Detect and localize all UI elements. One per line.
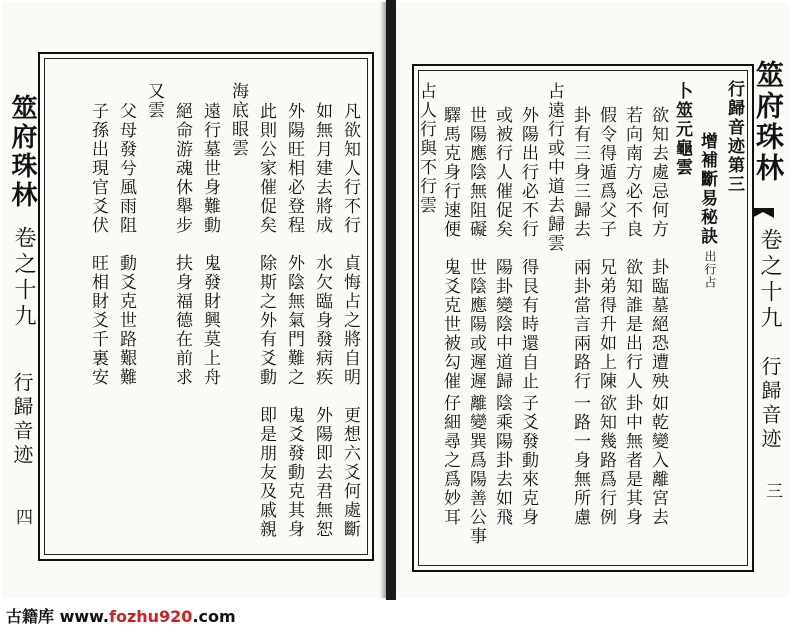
left-col-7: 絕命游魂休舉步 扶身福德在前求 (172, 102, 192, 387)
left-col-3: 外陽旺相必登程 外陰無氣門難之 鬼爻發動克其身 (284, 102, 304, 539)
section-heading: 卜筮元龜雲 (672, 82, 692, 177)
right-col-9: 驛馬克身行速便 鬼爻克世被勾催 (440, 106, 460, 391)
right-col-5: 占遠行或中道去歸雲 (544, 82, 564, 253)
right-margin-volume: 卷之十九 (757, 228, 782, 332)
right-col-8: 世陽應陰無阻礙 世陰應陽或遲遲 (466, 106, 486, 391)
right-col-10: 占人行與不行雲 (416, 82, 436, 215)
watermark-suffix: .com (192, 607, 236, 626)
right-col-3-lower: 欲知幾路爲行例 (596, 394, 616, 527)
right-col-2: 若向南方必不良 欲知誰是出行人 (622, 106, 642, 391)
right-col-4: 卦有三身三歸去 兩卦當言兩路行 (570, 106, 590, 391)
section-subtitle: 增補斷易秘訣 (697, 132, 717, 246)
left-col-1: 凡欲知人行不行 貞悔占之將自明 更想六爻何處斷 (340, 102, 360, 539)
right-page (396, 2, 789, 598)
right-col-6-lower: 子爻發動來克身 (518, 394, 538, 527)
left-col-10: 子孫出現官爻伏 旺相財爻千裏安 (88, 102, 108, 387)
site-watermark[interactable] (6, 604, 236, 627)
right-col-1: 欲知去處忌何方 卦臨墓絕恐遭殃 (648, 106, 668, 391)
right-col-9-lower: 仔細尋之爲妙耳 (440, 394, 460, 527)
left-margin-section: 行歸音迹 (10, 372, 34, 468)
left-col-4: 此則公家催促矣 除斯之外有爻動 即是朋友及戚親 (256, 102, 276, 539)
right-col-6: 外陽出行必不行 得艮有時還自止 (518, 106, 538, 391)
left-col-6: 遠行墓世身難動 鬼發財興莫上舟 (200, 102, 220, 387)
watermark-prefix: 古籍库 www. (6, 607, 109, 626)
right-margin-title: 筮府珠林 (752, 60, 785, 184)
left-page (2, 2, 386, 598)
left-col-9: 父母發兮風雨阻 動爻克世路艱難 (116, 102, 136, 387)
left-col-8: 又雲 (144, 82, 164, 120)
right-col-1-lower: 如乾變入離宮去 (648, 394, 668, 527)
footer-bar (0, 600, 793, 626)
right-col-7: 或被行人催促矣 陽卦變陰中道歸 (492, 106, 512, 391)
right-col-7-lower: 陰乘陽卦去如飛 (492, 394, 512, 527)
section-title: 行歸音迹第三 (724, 80, 744, 194)
right-col-4-lower: 一路一身無所慮 (570, 394, 590, 527)
left-margin-page: 四 (12, 508, 32, 525)
book-gutter (386, 0, 396, 600)
fishtail-ornament (752, 208, 774, 218)
right-margin-page: 三 (762, 482, 782, 499)
left-col-5: 海底眼雲 (228, 82, 248, 158)
right-col-8-lower: 離變巽爲陽善公事 (466, 394, 486, 546)
left-margin-title: 筮府珠林 (7, 94, 37, 210)
right-col-2-lower: 卦中無者是其身 (622, 394, 642, 527)
right-col-3: 假令得遁爲父子 兄弟得升如上陳 (596, 106, 616, 391)
subtitle-note: 出行占 (703, 250, 717, 289)
left-col-2: 如無月建去將成 水欠臨身發病疾 外陽即去君無恕 (312, 102, 332, 539)
left-margin-volume: 卷之十九 (11, 226, 36, 330)
right-margin-section: 行歸音迹 (758, 356, 782, 452)
watermark-brand: fozhu920 (108, 607, 193, 626)
